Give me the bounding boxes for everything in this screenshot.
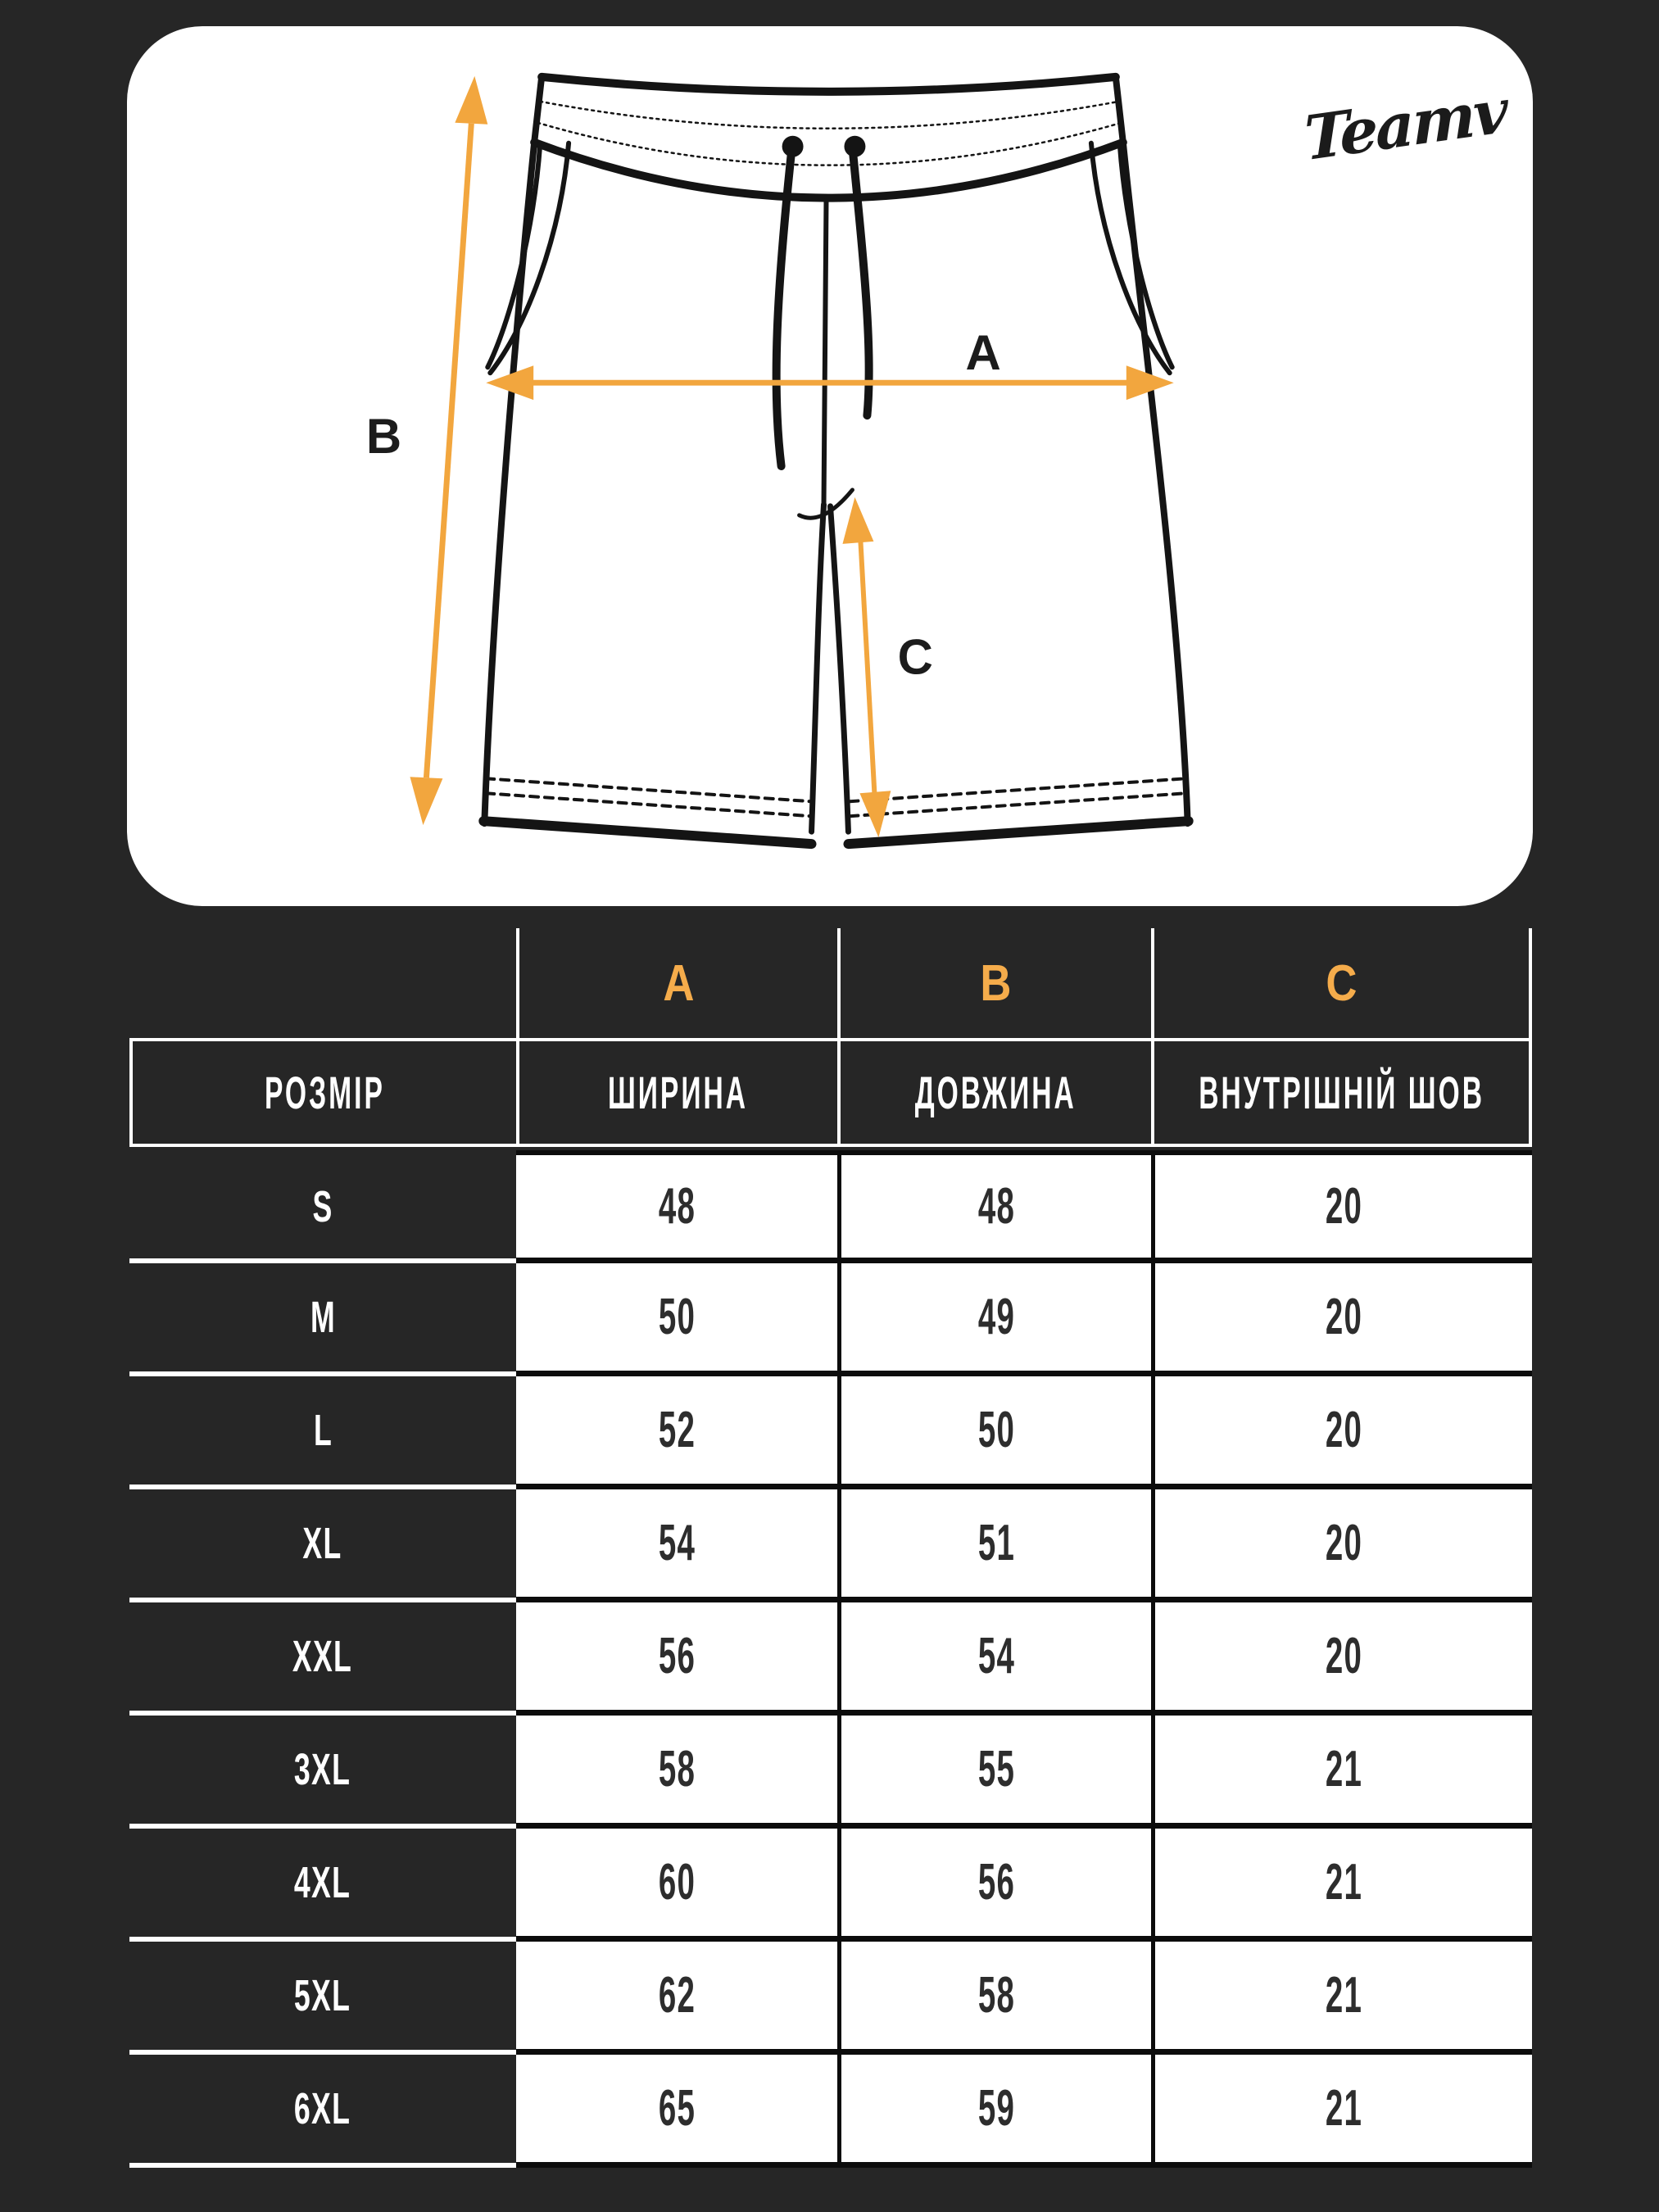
measure-letter-c: C — [1151, 928, 1532, 1038]
length-value: 55 — [837, 1716, 1151, 1829]
length-value: 50 — [837, 1376, 1151, 1489]
column-header-width: ШИРИНА — [516, 1041, 837, 1144]
measure-letter-spacer — [129, 928, 516, 1038]
inner-edge-right — [830, 506, 848, 832]
arrow-c — [842, 497, 891, 837]
size-label: S — [129, 1150, 516, 1263]
brand-logo: Teamv — [1303, 75, 1507, 175]
measure-letter-b: B — [837, 928, 1151, 1038]
drawstring-left-cord — [777, 156, 791, 466]
width-value: 52 — [516, 1376, 837, 1489]
table-body — [129, 1150, 1532, 2168]
size-label: 4XL — [129, 1829, 516, 1942]
arrow-b — [410, 76, 487, 825]
hem-stitch-right — [850, 778, 1185, 816]
center-front-seam — [824, 201, 827, 505]
measure-arrows — [410, 76, 1173, 837]
column-header-size: РОЗМІР — [129, 1041, 516, 1144]
table-row — [129, 1489, 1532, 1602]
diagram-panel — [127, 26, 1533, 906]
width-value: 56 — [516, 1602, 837, 1716]
length-value: 51 — [837, 1489, 1151, 1602]
waistband-stitch-bottom — [537, 123, 1122, 165]
inseam-value: 20 — [1151, 1150, 1532, 1263]
width-value: 60 — [516, 1829, 837, 1942]
inseam-value: 21 — [1151, 2055, 1532, 2168]
inseam-value: 20 — [1151, 1376, 1532, 1489]
size-label: 6XL — [129, 2055, 516, 2168]
length-value: 59 — [837, 2055, 1151, 2168]
width-value: 54 — [516, 1489, 837, 1602]
inseam-value: 21 — [1151, 1829, 1532, 1942]
length-value: 49 — [837, 1263, 1151, 1376]
width-value: 62 — [516, 1942, 837, 2055]
width-value: 58 — [516, 1716, 837, 1829]
table-row — [129, 1150, 1532, 1263]
hem-stitch-left — [486, 778, 810, 816]
waistband — [534, 77, 1123, 198]
table-row — [129, 1376, 1532, 1489]
size-label: XXL — [129, 1602, 516, 1716]
size-label: 3XL — [129, 1716, 516, 1829]
inseam-value: 20 — [1151, 1263, 1532, 1376]
diagram-label-b: B — [365, 409, 402, 465]
size-label: M — [129, 1263, 516, 1376]
length-value: 54 — [837, 1602, 1151, 1716]
arrow-a — [486, 365, 1173, 400]
table-row — [129, 1829, 1532, 1942]
table-row — [129, 2055, 1532, 2168]
size-label: L — [129, 1376, 516, 1489]
shorts-outline — [483, 143, 1188, 844]
size-label: 5XL — [129, 1942, 516, 2055]
length-value: 48 — [837, 1150, 1151, 1263]
column-header-inseam: ВНУТРІШНІЙ ШОВ — [1151, 1041, 1532, 1144]
measure-letter-a: A — [516, 928, 837, 1038]
width-value: 48 — [516, 1150, 837, 1263]
table-row — [129, 1942, 1532, 2055]
inseam-value: 21 — [1151, 1942, 1532, 2055]
inseam-value: 20 — [1151, 1489, 1532, 1602]
pocket-right — [1091, 143, 1172, 373]
measure-letter-row — [129, 924, 1532, 1038]
size-label: XL — [129, 1489, 516, 1602]
column-header-row — [129, 1038, 1532, 1147]
inseam-value: 21 — [1151, 1716, 1532, 1829]
diagram-label-c: C — [897, 629, 933, 685]
waistband-stitch-top — [540, 102, 1119, 129]
size-table — [129, 924, 1532, 2168]
inseam-value: 20 — [1151, 1602, 1532, 1716]
measure-labels — [366, 325, 1001, 684]
table-row — [129, 1263, 1532, 1376]
table-row — [129, 1716, 1532, 1829]
length-value: 56 — [837, 1829, 1151, 1942]
table-row — [129, 1602, 1532, 1716]
hem-left — [483, 821, 811, 844]
length-value: 58 — [837, 1942, 1151, 2055]
width-value: 50 — [516, 1263, 837, 1376]
column-header-length: ДОВЖИНА — [837, 1041, 1151, 1144]
width-value: 65 — [516, 2055, 837, 2168]
hem-right — [848, 821, 1188, 844]
diagram-label-a: A — [965, 325, 1001, 381]
inner-edge-left — [812, 505, 824, 832]
